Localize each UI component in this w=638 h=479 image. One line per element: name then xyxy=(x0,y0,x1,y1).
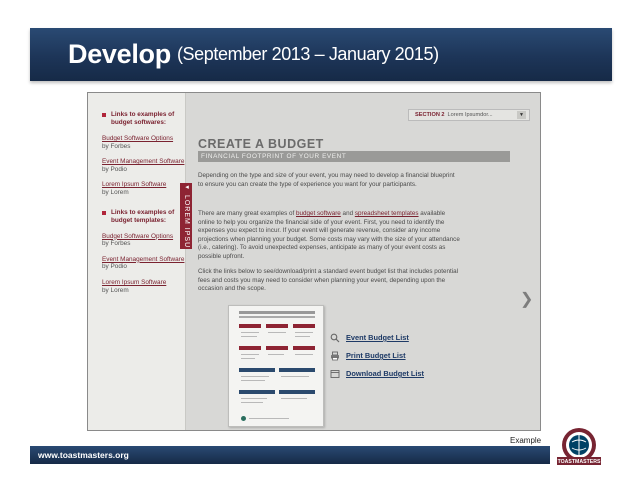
page-subheading: FINANCIAL FOOTPRINT OF YOUR EVENT xyxy=(198,151,510,162)
sidebar-item[interactable] xyxy=(102,256,185,271)
bullet-square-icon xyxy=(102,211,106,215)
instructions-paragraph: Click the links below to see/download/print a standard event budget list that includes potential fees and costs you may need to consider when planning your event, depending upon the occasion and the scope. xyxy=(198,268,459,293)
download-icon xyxy=(330,369,340,379)
example-caption: Example xyxy=(510,436,542,445)
bullet-square-icon xyxy=(102,113,106,117)
search-icon xyxy=(330,333,340,343)
page-heading: CREATE A BUDGET xyxy=(198,137,324,151)
examples-paragraph: There are many great examples of budget software and spreadsheet templates available online to help you organize the financial side of your event. First, you need to identify the expenses you expect to incur. If your event will generate revenue, consider any income projections when planning your budget. Some costs may vary with the size of your attendance (i.e., catering). To avoid unexpected expenses, anticipate as many of your event costs as possible upfront. xyxy=(198,210,460,260)
sidebar-source: by Forbes xyxy=(102,142,131,150)
sidebar-link[interactable]: Lorem Ipsum Software xyxy=(102,278,167,286)
sidebar-source: by Lorem xyxy=(102,188,129,196)
sidebar-source: by Podio xyxy=(102,263,127,271)
example-screenshot xyxy=(87,92,541,431)
event-budget-list-link[interactable]: Event Budget List xyxy=(330,329,424,346)
sidebar-item[interactable] xyxy=(102,158,185,173)
sidebar-link[interactable]: Event Management Software xyxy=(102,158,185,166)
chevron-down-icon[interactable]: ▼ xyxy=(517,111,526,119)
sidebar-source: by Podio xyxy=(102,165,127,173)
slide-subtitle: (September 2013 – January 2015) xyxy=(176,44,439,64)
sidebar-item[interactable] xyxy=(102,279,185,294)
intro-paragraph: Depending on the type and size of your event, you may need to develop a financial blueprint to ensure you can create the type of experience you want for your participants. xyxy=(198,172,455,188)
main-content xyxy=(198,93,528,430)
sidebar-link[interactable]: Budget Software Options xyxy=(102,135,174,142)
budget-links xyxy=(330,329,424,383)
sidebar-link[interactable]: Lorem Ipsum Software xyxy=(102,181,167,189)
sidebar-link[interactable]: Budget Software Options xyxy=(102,232,174,240)
sidebar-heading-templates: Links to examples of budget templates: xyxy=(102,209,185,225)
spreadsheet-templates-link[interactable]: spreadsheet templates xyxy=(354,210,419,217)
section-label: SECTION 2 xyxy=(415,112,445,118)
sidebar-source: by Lorem xyxy=(102,286,129,294)
budget-list-thumbnail[interactable] xyxy=(228,305,324,427)
sidebar-source: by Forbes xyxy=(102,240,131,248)
sidebar-heading-software: Links to examples of budget softwares: xyxy=(102,111,185,127)
sidebar-item[interactable] xyxy=(102,135,185,150)
resource-sidebar xyxy=(88,93,186,430)
footer-bar xyxy=(30,446,550,464)
footer-url[interactable]: www.toastmasters.org xyxy=(38,450,129,460)
next-page-arrow-icon[interactable]: ❯ xyxy=(520,291,534,308)
sidebar-item[interactable] xyxy=(102,181,185,196)
sidebar-item[interactable] xyxy=(102,233,185,248)
sidebar-toggle-tab[interactable]: ◂ LOREM IPSU xyxy=(180,183,192,249)
thumbnail-logo-icon xyxy=(241,416,246,421)
logo-text: TOASTMASTERS xyxy=(557,459,601,466)
sidebar-link[interactable]: Event Management Software xyxy=(102,255,185,263)
print-budget-list-link[interactable]: Print Budget List xyxy=(330,347,424,364)
budget-software-link[interactable]: budget software xyxy=(296,210,341,217)
printer-icon xyxy=(330,351,340,361)
download-budget-list-link[interactable]: Download Budget List xyxy=(330,365,424,382)
slide-title: Develop xyxy=(68,39,171,69)
section-value: Lorem Ipsumdor... xyxy=(447,112,493,118)
section-dropdown[interactable] xyxy=(408,109,530,121)
toastmasters-logo xyxy=(553,426,605,472)
slide-title-bar xyxy=(30,28,612,81)
